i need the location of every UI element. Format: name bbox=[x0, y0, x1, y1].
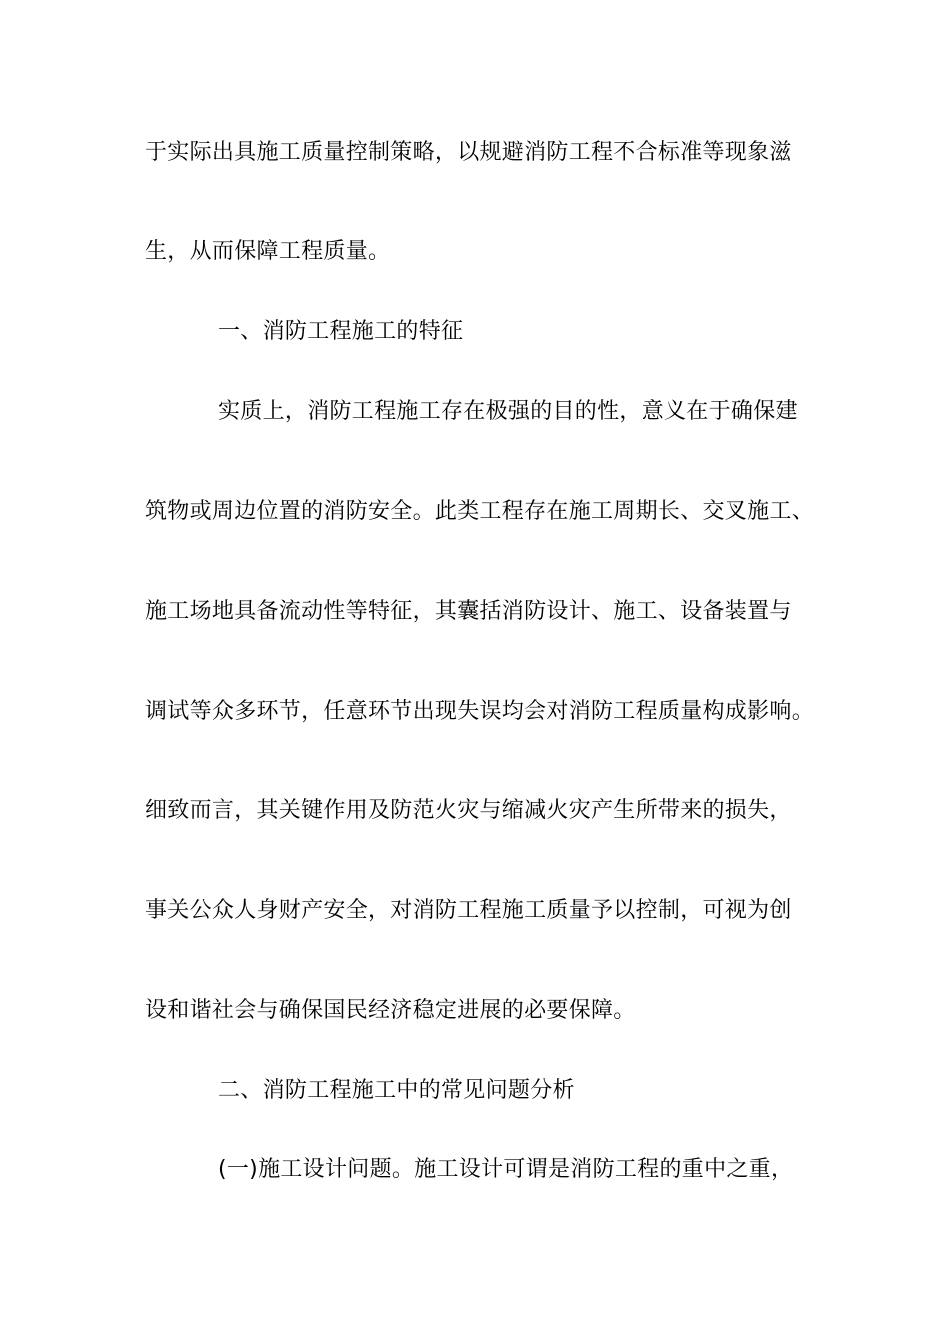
paragraph-line: 实质上，消防工程施工存在极强的目的性，意义在于确保建 bbox=[218, 399, 798, 424]
paragraph-line: 于实际出具施工质量控制策略，以规避消防工程不合标准等现象滋 bbox=[145, 140, 792, 165]
section-heading: 二、消防工程施工中的常见问题分析 bbox=[218, 1078, 575, 1103]
paragraph-line: (一)施工设计问题。施工设计可谓是消防工程的重中之重， bbox=[218, 1157, 794, 1182]
paragraph-line: 筑物或周边位置的消防安全。此类工程存在施工周期长、交叉施工、 bbox=[145, 499, 815, 524]
paragraph-line: 生，从而保障工程质量。 bbox=[145, 239, 391, 264]
paragraph-line: 事关公众人身财产安全，对消防工程施工质量予以控制，可视为创 bbox=[145, 898, 792, 923]
paragraph-line: 设和谐社会与确保国民经济稳定进展的必要保障。 bbox=[145, 998, 636, 1023]
section-heading: 一、消防工程施工的特征 bbox=[218, 319, 464, 344]
paragraph-line: 施工场地具备流动性等特征，其囊括消防设计、施工、设备装置与 bbox=[145, 599, 792, 624]
paragraph-line: 调试等众多环节，任意环节出现失误均会对消防工程质量构成影响。 bbox=[145, 699, 815, 724]
paragraph-line: 细致而言，其关键作用及防范火灾与缩减火灾产生所带来的损失， bbox=[145, 798, 792, 823]
